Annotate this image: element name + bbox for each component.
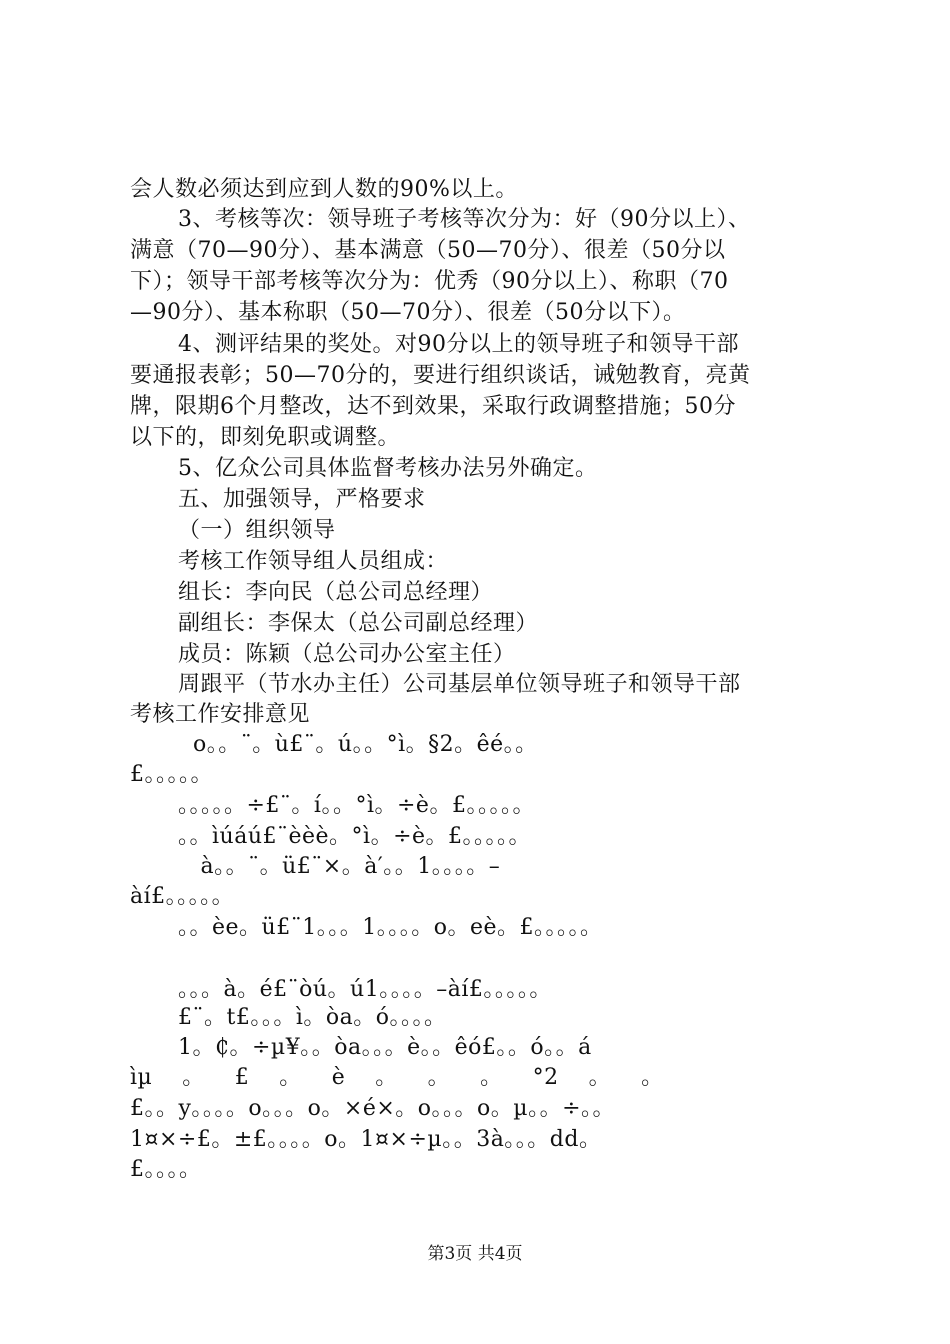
section-heading: 五、加强领导，严格要求	[178, 487, 426, 512]
subsection-heading: （一）组织领导	[178, 518, 336, 543]
garbled-line: 。。ìúáú£¨èèè。°ì。÷è。£。。。。。	[178, 824, 532, 849]
text-line: 牌，限期6个月整改，达不到效果，采取行政调整措施；50分	[130, 394, 736, 419]
text-line: 3、考核等次：领导班子考核等次分为：好（90分以上）、	[178, 207, 751, 232]
garbled-line: 。。。。。÷£¨。í。。°ì。÷è。£。。。。。	[178, 793, 535, 818]
garbled-line: 1。₵。÷µ¥。。òa。。。è。。êó£。。ó。。á	[178, 1035, 592, 1060]
text-line: —90分）、基本称职（50—70分）、很差（50分以下）。	[130, 300, 686, 325]
text-line: 周跟平（节水办主任）公司基层单位领导班子和领导干部	[178, 672, 741, 697]
garbled-line: 。。èe。ü£¨1。。。1。。。。o。eè。£。。。。。	[178, 915, 603, 940]
text-line: 副组长：李保太（总公司副总经理）	[178, 611, 539, 636]
text-line: 4、测评结果的奖处。对90分以上的领导班子和领导干部	[178, 332, 739, 357]
text-line: 成员：陈颖（总公司办公室主任）	[178, 642, 516, 667]
garbled-line: £。。。。	[130, 1157, 202, 1182]
text-line: 会人数必须达到应到人数的90%以上。	[130, 177, 518, 202]
garbled-line: o。。¨。ù£¨。ú。。°ì。§2。êé。。	[178, 732, 538, 757]
text-line: 下）；领导干部考核等次分为：优秀（90分以上）、称职（70	[130, 269, 729, 294]
garbled-line: £。。。。。	[130, 762, 213, 787]
text-line: 满意（70—90分）、基本满意（50—70分）、很差（50分以	[130, 238, 726, 263]
garbled-line: 。。。à。é£¨òú。ú1。。。。–àí£。。。。。	[178, 977, 552, 1002]
text-line: 组长：李向民（总公司总经理）	[178, 580, 494, 605]
garbled-line: £¨。t£。。。ì。òa。ó。。。。	[178, 1005, 447, 1030]
text-line: 考核工作安排意见	[130, 702, 311, 727]
text-line: 考核工作领导组人员组成：	[178, 549, 449, 574]
garbled-line: àí£。。。。。	[130, 884, 235, 909]
text-line: 5、亿众公司具体监督考核办法另外确定。	[178, 456, 598, 481]
text-line: 要通报表彰；50—70分的，要进行组织谈话，诫勉教育，亮黄	[130, 363, 751, 388]
garbled-line: ìµ 。 £ 。 è 。 。 。 °2 。 。	[130, 1065, 664, 1090]
text-line: 以下的，即刻免职或调整。	[130, 425, 401, 450]
garbled-line: 1¤×÷£。±£。。。。o。1¤×÷µ。。3à。。。dd。	[130, 1127, 602, 1152]
garbled-line: à。。¨。ü£¨×。à′。。1。。。。–	[178, 854, 501, 879]
page-number-footer: 第3页 共4页	[427, 1244, 523, 1264]
garbled-line: £。。y。。。。o。。。o。×é×。o。。。o。µ。。÷。。	[130, 1096, 616, 1121]
